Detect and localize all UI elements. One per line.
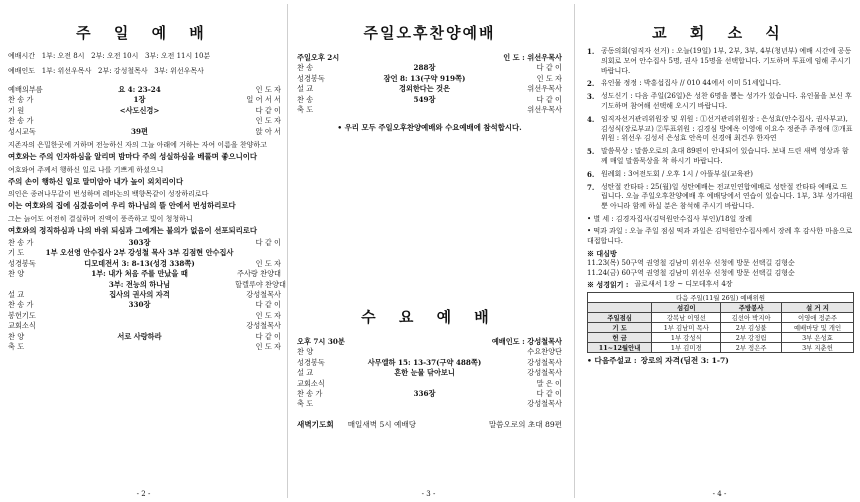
order-label: 교회소식	[8, 321, 36, 331]
duty-cell: 3부 은성효	[781, 332, 853, 342]
news-item	[587, 183, 854, 212]
reading-response: 주의 손이 행하신 일로 말미암아 내가 높이 외치리이다	[8, 176, 184, 186]
order-row	[297, 347, 562, 357]
order-leader: 인 도 자	[255, 85, 281, 94]
order-content: 39편	[131, 126, 148, 136]
reading-response: 여호와의 정직하심과 나의 바위 되심과 그에게는 불의가 없음이 선포되리로다	[8, 225, 258, 235]
duty-header	[588, 302, 652, 312]
duty-cell: 2부 정은주	[721, 342, 782, 352]
order-label: 찬 양	[297, 347, 314, 357]
order-row	[8, 269, 281, 279]
order-row	[8, 279, 286, 290]
news-text: 말씀묵상 : 말씀오로의 초대 89편이 안내되어 있습니다. 보내 드린 새벽 영상과 함께 매일 말씀묵상을 착 하시기 바랍니다.	[601, 147, 849, 165]
duty-header: 주방봉사	[721, 302, 782, 312]
order-row	[8, 95, 281, 105]
duty-header: 섬김이	[652, 302, 721, 312]
order-leader: 일 어 서 서	[246, 95, 281, 105]
order-leader: 인 도 자	[255, 310, 281, 320]
order-label: 기 원	[8, 105, 25, 115]
duty-row	[588, 312, 854, 322]
news-text: 임직자선거관리위원장 및 위원 : ①선거관리위원장 : 은성효(안수집사, 권사부교), 김성식(장로부교) ②투표위원 : 김경심 방예옥 이영애 이요수 정준주 주정애 ③개표위원 : 위선우 김성서 은성효 안옥미 신경애 최건우 한자연	[601, 114, 853, 143]
reading-response: 이는 여호와의 집에 심겼음이여 우리 하나님의 뜰 안에서 번성하리로다	[8, 201, 236, 211]
order-row	[297, 74, 562, 84]
duty-header: 설 거 지	[781, 302, 853, 312]
order-leader: 다 같 이	[255, 331, 281, 341]
news-number: 4.	[587, 114, 595, 124]
order-of-service	[8, 85, 281, 137]
order-row	[8, 127, 281, 137]
order-label: 찬 송 가	[297, 388, 323, 398]
order-row	[8, 116, 281, 126]
order-label: 예배의부름	[8, 85, 43, 94]
duty-row	[588, 322, 854, 332]
order-label: 설 교	[8, 290, 25, 300]
news-number: 3.	[587, 92, 595, 102]
afternoon-worship-page	[289, 0, 568, 502]
order-label: 축 도	[297, 105, 314, 115]
order-label: 찬 송 가	[8, 238, 34, 248]
wednesday-title: 수 요 예 배	[361, 307, 498, 326]
duty-cell: 기 도	[588, 322, 652, 332]
announcement: • 떡과 과일 : 오늘 주일 점심 떡과 과일은 김덕원안수집사께서 장례 후 감사한 마음으로 대접합니다.	[587, 226, 853, 245]
order-content: 서로 사랑하라	[117, 331, 162, 341]
wednesday-order	[297, 347, 562, 409]
order-label: 찬 송	[297, 63, 314, 73]
duty-cell: 3부 지춘헌	[781, 342, 853, 352]
attendance-notice: • 우리 모두 주일오후찬양예배와 수요예배에 참석합시다.	[337, 123, 522, 133]
order-leader: 말 은 이	[536, 378, 562, 388]
church-news-page	[579, 0, 860, 502]
order-row	[8, 342, 281, 352]
news-item	[587, 170, 854, 180]
page-number: - 3 -	[421, 490, 436, 498]
visitation-title: ※ 대심방	[587, 249, 617, 259]
responsive-reading	[8, 140, 281, 236]
duty-cell: 김선아 박지아	[721, 312, 782, 322]
order-leader: 강성철목사	[246, 290, 281, 300]
order-content: 흔한 눈물 닦아보니	[394, 368, 455, 378]
order-leader: 다 같 이	[255, 105, 281, 115]
service-times: 예배시간 1부: 오전 8시 2부: 오전 10시 3부: 오전 11시 10분	[8, 52, 211, 60]
order-content: 잠언 8: 13(구약 919쪽)	[383, 73, 466, 83]
order-label: 교회소식	[297, 378, 325, 388]
column-divider	[574, 4, 575, 498]
order-row	[8, 106, 281, 116]
announcement: • 별 세 : 김경자집사(김덕원안수집사 부인)/18일 장례	[587, 214, 753, 223]
order-row	[297, 63, 562, 73]
dawn-prayer-note: 말씀오로의 초대 89편	[488, 419, 562, 429]
bible-reading	[587, 280, 854, 290]
bible-reading-range: 골로새서 1장 ~ 디모데후서 4장	[634, 279, 733, 288]
news-text: 성도신기 : 다음 주일(26일)은 성찬 6명을 뽑는 성가가 있습니다. 유인물을 보신 후 기도하며 참여해 선택해 오시기 바랍니다.	[601, 92, 852, 110]
order-label: 찬 양	[8, 331, 25, 341]
order-row	[8, 321, 281, 331]
order-content: 330장	[128, 300, 151, 310]
order-label: 축 도	[8, 342, 25, 352]
duty-cell: 주일점심	[588, 312, 652, 322]
order-leader: 다 같 이	[536, 63, 562, 73]
order-leader: 인 도 자	[255, 258, 281, 268]
page-title: 주일오후찬양예배	[363, 24, 496, 42]
duty-cell: 2부 강정림	[721, 332, 782, 342]
news-number: 5.	[587, 147, 595, 157]
order-content: 1부 오선영 안수집사 2부 강성철 목사 3부 김점현 안수집사	[45, 248, 234, 258]
news-number: 6.	[587, 169, 595, 179]
order-leader: 인 도 자	[536, 73, 562, 83]
duty-cell: 헌 금	[588, 332, 652, 342]
order-row	[8, 311, 281, 321]
order-label: 찬 송 가	[8, 116, 34, 126]
duty-cell: 1부 강성식	[652, 332, 721, 342]
duty-cell: 예배마당 및 개인	[781, 322, 853, 332]
order-leader: 수요찬양단	[527, 347, 562, 357]
order-content: 요 4: 23-24	[118, 85, 161, 94]
column-divider	[287, 4, 288, 498]
order-row	[8, 248, 281, 258]
visitation-entry: 11.23(목) 50구역 권영철 김남미 위선우 신청에 방문 선택길 김형순	[587, 259, 795, 268]
order-label: 성경봉독	[297, 73, 325, 83]
next-sermon-label: • 다음주설교 :	[587, 355, 637, 365]
service-leader: 인 도 : 위선우목사	[503, 53, 562, 62]
news-number: 2.	[587, 79, 595, 89]
news-item	[587, 92, 854, 112]
news-number: 1.	[587, 47, 595, 56]
order-row	[297, 389, 562, 399]
service-leaders: 예배인도 1부: 위선우목사 2부: 강성철목사 3부: 위선우목사	[8, 67, 204, 75]
visitation-entry: 11.24(금) 60구역 권영철 김남미 위선우 신청에 방문 선택길 김형순	[587, 268, 795, 277]
service-time: 오후 7시 30분	[297, 336, 345, 346]
order-label: 축 도	[297, 399, 314, 409]
order-content: 1장	[133, 95, 146, 105]
order-leader: 위선우목사	[527, 84, 562, 94]
news-item	[587, 147, 854, 167]
order-label: 성경봉독	[297, 357, 325, 367]
order-label: 설 교	[297, 84, 314, 94]
order-leader: 인 도 자	[255, 342, 281, 352]
order-content: 1부: 내가 처음 주를 만났을 때	[91, 269, 188, 279]
reading-leader-line: 여호와여 주께서 행하신 일로 나를 기쁘게 하셨으니	[8, 165, 164, 174]
order-row	[8, 300, 281, 310]
order-row	[8, 259, 281, 269]
page-title: 주 일 예 배	[76, 24, 213, 42]
order-row	[297, 84, 562, 94]
order-leader: 위선우목사	[527, 105, 562, 115]
duty-cell: 11~12월안내	[588, 342, 652, 352]
order-content: 303장	[128, 238, 151, 248]
order-row	[297, 95, 562, 105]
order-leader: 다 같 이	[536, 94, 562, 104]
order-row	[8, 238, 281, 248]
next-sermon-title: 장로의 자격(딤전 3: 1-7)	[640, 355, 729, 365]
reading-leader-line: 지존자의 은밀한곳에 거하며 전능하신 자의 그늘 아래에 거하는 자여 이름을 찬양하고	[8, 141, 267, 150]
duty-row	[588, 332, 854, 342]
page-number: - 4 -	[712, 490, 727, 498]
page-number: - 2 -	[136, 490, 151, 498]
sunday-worship-page	[0, 0, 287, 502]
news-list	[587, 47, 854, 212]
page-title: 교 회 소 식	[652, 24, 789, 42]
order-content: <사도신경>	[119, 105, 160, 115]
order-content: 336장	[413, 388, 436, 398]
order-leader: 다 같 이	[255, 300, 281, 310]
order-content: 549장	[413, 94, 436, 104]
dawn-prayer	[297, 420, 562, 430]
order-leader: 다 같 이	[255, 238, 281, 248]
order-row	[297, 105, 562, 115]
news-text: 유인물 정정 : 박흥섭집사 // 010 44에서 이미 51세입니다.	[601, 79, 781, 88]
order-leader: 앉 아 서	[255, 126, 281, 136]
order-content: 경외한다는 것은	[398, 84, 451, 94]
duty-caption: 다음 주일(11월 26일) 예배위원	[588, 292, 854, 302]
order-label: 성시교독	[8, 126, 36, 136]
announcement-list	[587, 215, 854, 246]
order-row	[8, 290, 281, 300]
order-label: 찬 송 가	[8, 300, 34, 310]
order-leader: 다 같 이	[536, 388, 562, 398]
order-row	[297, 399, 562, 409]
order-content: 디모데전서 3: 8-13(성경 338쪽)	[84, 258, 195, 268]
bible-reading-label: ※ 성경읽기 :	[587, 279, 629, 289]
duty-cell: 이영애 정준주	[781, 312, 853, 322]
order-row	[297, 379, 562, 389]
order-of-service-continued	[8, 238, 286, 352]
order-label: 찬 송	[297, 94, 314, 104]
order-leader: 인 도 자	[255, 116, 281, 126]
service-leader: 예배인도 : 강성철목사	[491, 336, 562, 346]
visitation-list	[587, 259, 854, 279]
order-leader: 할렐루야 찬양대	[235, 279, 286, 289]
order-label: 성경봉독	[8, 258, 36, 268]
order-row	[297, 368, 562, 378]
order-content: 집사의 권사의 자격	[109, 290, 170, 300]
duty-cell: 1부 김남미 목사	[652, 322, 721, 332]
news-text: 공동의회(임직자 선거) : 오늘(19일) 1부, 2부, 3부, 4부(청년부) 예배 시간에 공동의회로 모여 안수집사 5명, 권사 15명을 선택합니다. 기도하며 투표에 임해 주시기 바랍니다.	[601, 47, 852, 75]
duty-cell: 강복남 이영선	[652, 312, 721, 322]
news-item	[587, 47, 854, 76]
order-leader: 강성철목사	[246, 321, 281, 331]
order-leader: 강성철목사	[527, 368, 562, 378]
order-content: 3부: 전능의 하나님	[108, 279, 171, 289]
order-label: 찬 양	[8, 269, 25, 279]
order-leader: 강성철목사	[527, 399, 562, 409]
order-label: 설 교	[297, 368, 314, 378]
order-row	[8, 85, 281, 95]
duty-row	[588, 342, 854, 352]
next-sermon	[587, 356, 854, 366]
dawn-prayer-times: 매일새벽 5시 예배당	[347, 419, 417, 429]
duty-table	[587, 292, 854, 353]
order-label: 찬 송 가	[8, 95, 34, 105]
news-number: 7.	[587, 182, 595, 192]
order-label: 기 도	[8, 248, 25, 258]
order-leader: 강성철목사	[527, 357, 562, 367]
duty-cell: 2부 김성불	[721, 322, 782, 332]
service-time: 주일오후 2시	[297, 53, 340, 62]
order-content: 사무엘하 15: 13-37(구약 488쪽)	[367, 357, 482, 367]
news-item	[587, 115, 854, 144]
news-item	[587, 79, 854, 89]
order-label: 봉헌기도	[8, 310, 36, 320]
duty-cell: 1부 김미경	[652, 342, 721, 352]
reading-leader-line: 그는 늙어도 여전히 결실하며 진액이 풍족하고 빛이 청청하니	[8, 214, 193, 223]
news-text: 원례회 : 3여전도회 / 오후 1시 / 아뜰부실(교육관)	[601, 169, 753, 178]
reading-leader-line: 의인은 종려나무같이 번성하며 레바논의 백향목같이 성장하리로다	[8, 190, 209, 199]
order-row	[297, 358, 562, 368]
reading-response: 여호와는 주의 인자하심을 알리며 밤마다 주의 성실하심을 베풀며 좋으니이다	[8, 152, 258, 162]
order-row	[8, 332, 281, 342]
dawn-prayer-label: 새벽기도회	[297, 419, 334, 429]
order-leader: 주사랑 찬양대	[237, 269, 281, 279]
order-content: 288장	[413, 63, 436, 73]
order-of-service	[297, 63, 562, 115]
news-text: 성탄절 칸타타 : 25(월)일 성탄예배는 전교인연합예배로 성탄절 칸타타 예배로 드립니다. 오늘 주일오후찬양예배 후 예배당에서 연습이 있습니다. 1부, 3부 성가대원 뿐 아니라 함께 하실 분은 참석해 주시기 바랍니다.	[601, 182, 853, 211]
